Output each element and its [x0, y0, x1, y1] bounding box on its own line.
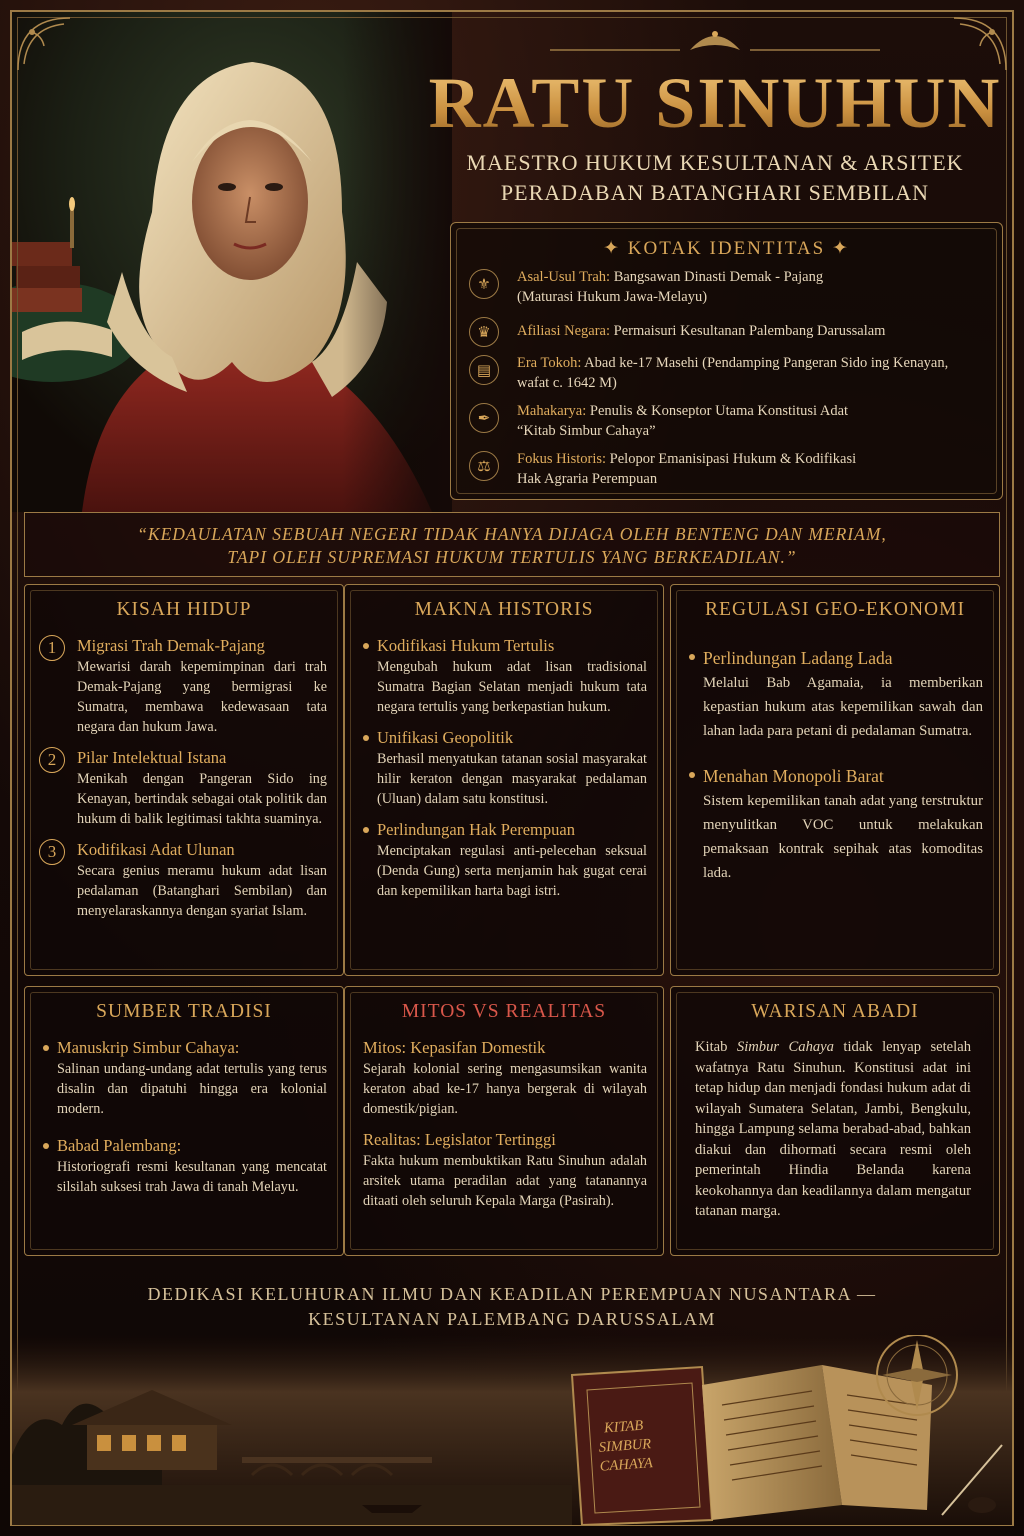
identity-box: [450, 222, 1003, 500]
identity-row: [469, 449, 989, 489]
identity-heading: ✦ KOTAK IDENTITAS ✦: [603, 238, 850, 259]
card-kisah-hidup: [24, 584, 344, 976]
identity-label: Era Tokoh:: [517, 355, 582, 371]
identity-label: Asal-Usul Trah:: [517, 269, 611, 285]
list-item: [363, 1129, 647, 1211]
bullet-icon: [689, 654, 695, 660]
number-badge: 1: [39, 635, 65, 661]
list-item: [363, 635, 647, 717]
identity-value: Penulis & Konseptor Utama Konstitusi Adat: [586, 403, 849, 419]
quote-box: [24, 512, 1000, 577]
item-text: Sistem kepemilikan tanah adat yang terstruktur menyulitkan VOC untuk melakukan pemaksaan kontrak sepihak atas komoditas lada.: [703, 793, 983, 881]
item-text: Secara genius meramu hukum adat lisan pedalaman (Batanghari Sembilan) dan menyelaraskannya dengan syariat Islam.: [77, 863, 327, 919]
identity-row: [469, 267, 989, 307]
book-icon: ▤: [469, 355, 499, 385]
item-text: Fakta hukum membuktikan Ratu Sinuhun adalah arsitek utama peradilan adat yang tatanannya ditaati oleh seluruh Kepala Marga (Pasirah).: [363, 1153, 647, 1209]
card-body: [363, 1037, 647, 1221]
list-item: [39, 747, 327, 829]
list-item: [689, 645, 983, 743]
card-makna-historis: [344, 584, 664, 976]
warisan-text-part: tidak lenyap setelah wafatnya Ratu Sinuhun. Konstitusi adat ini tetap hidup dan menjadi fondasi hukum adat di wilayah Sumatera Selatan, Jambi, Bengkulu, hingga Lampung selama berabad-abad, bahkan diakui dan dihormati secara resmi oleh pemerintah Hindia Belanda karena keokohannya dan keadilannya dalam mengatur tatanan marga.: [695, 1039, 971, 1219]
card-regulasi-geo-ekonomi: [670, 584, 1000, 976]
book-title-line: CAHAYA: [599, 1455, 654, 1475]
item-heading: Perlindungan Hak Perempuan: [377, 820, 575, 839]
bullet-icon: [363, 827, 369, 833]
list-item: [363, 727, 647, 809]
card-body: [363, 635, 647, 911]
scales-icon: ⚖: [469, 451, 499, 481]
identity-value: Pelopor Emanisipasi Hukum & Kodifikasi: [606, 451, 857, 467]
identity-label: Fokus Historis:: [517, 451, 607, 467]
bullet-icon: [689, 772, 695, 778]
identity-value: Permaisuri Kesultanan Palembang Darussalam: [610, 323, 886, 339]
bullet-icon: [43, 1143, 49, 1149]
footer-line: KESULTANAN PALEMBANG DARUSSALAM: [308, 1309, 716, 1329]
list-item: [363, 1037, 647, 1119]
fleur-de-lis-icon: ⚜: [469, 269, 499, 299]
item-heading: Perlindungan Ladang Lada: [703, 648, 893, 668]
item-heading: Manuskrip Simbur Cahaya:: [57, 1038, 240, 1057]
identity-label: Afiliasi Negara:: [517, 323, 611, 339]
identity-value: Hak Agraria Perempuan: [517, 471, 658, 487]
card-body: [43, 1037, 327, 1207]
quill-icon: ✒: [469, 403, 499, 433]
card-mitos-vs-realitas: [344, 986, 664, 1256]
card-title: MAKNA HISTORIS: [414, 599, 594, 620]
book-name: Simbur Cahaya: [736, 1039, 834, 1055]
identity-value: wafat c. 1642 M): [517, 375, 617, 391]
item-heading: Babad Palembang:: [57, 1136, 182, 1155]
list-item: [43, 1135, 327, 1197]
subtitle-line: PERADABAN BATANGHARI SEMBILAN: [500, 180, 930, 205]
bullet-icon: [363, 643, 369, 649]
item-text: Sejarah kolonial sering mengasumsikan wanita keraton abad ke-17 hanya bergerak di wilayah domestik/pigian.: [363, 1061, 647, 1117]
crown-icon: ♛: [469, 317, 499, 347]
list-item: [689, 763, 983, 885]
item-text: Historiografi resmi kesultanan yang mencatat silsilah suksesi trah Jawa di tanah Melayu.: [57, 1159, 327, 1195]
card-warisan-abadi: [670, 986, 1000, 1256]
corner-ornament-icon: [14, 14, 74, 74]
quote-line: TAPI OLEH SUPREMASI HUKUM TERTULIS YANG BERKEADILAN.”: [227, 547, 797, 567]
identity-row: [469, 401, 989, 441]
bullet-icon: [43, 1045, 49, 1051]
item-heading: Menahan Monopoli Barat: [703, 766, 884, 786]
card-title: REGULASI GEO-EKONOMI: [705, 599, 965, 620]
item-heading: Unifikasi Geopolitik: [377, 728, 514, 747]
item-heading: Kodifikasi Adat Ulunan: [77, 840, 235, 859]
title-ornament-icon: [540, 22, 890, 62]
identity-row: [469, 315, 989, 347]
item-heading: Pilar Intelektual Istana: [77, 748, 227, 767]
page-title: RATU SINUHUN: [420, 62, 1010, 145]
quote-text: [25, 523, 999, 569]
number-badge: 2: [39, 747, 65, 773]
list-item: [43, 1037, 327, 1119]
book-cover-title: [578, 1415, 672, 1478]
item-text: Berhasil menyatukan tatanan sosial masyarakat hilir keraton dengan masyarakat pedalaman (Uluan) dalam satu konstitusi.: [377, 751, 647, 807]
identity-label: Mahakarya:: [517, 403, 587, 419]
item-heading: Mitos: Kepasifan Domestik: [363, 1038, 546, 1057]
card-title: WARISAN ABADI: [751, 1001, 919, 1022]
card-body: [689, 645, 983, 895]
identity-value: (Maturasi Hukum Jawa-Melayu): [517, 289, 708, 305]
bullet-icon: [363, 735, 369, 741]
item-text: Melalui Bab Agamaia, ia memberikan kepastian hukum atas kepemilikan sawah dan lahan lada para petani di pedalaman Sumatra.: [703, 675, 983, 739]
identity-row: [469, 353, 989, 393]
item-heading: Kodifikasi Hukum Tertulis: [377, 636, 555, 655]
identity-value: Bangsawan Dinasti Demak - Pajang: [610, 269, 824, 285]
item-text: Salinan undang-undang adat tertulis yang terus disalin dan dipatuhi hingga era kolonial modern.: [57, 1061, 327, 1117]
item-heading: Migrasi Trah Demak-Pajang: [77, 636, 265, 655]
number-badge: 3: [39, 839, 65, 865]
card-sumber-tradisi: [24, 986, 344, 1256]
subtitle-line: MAESTRO HUKUM KESULTANAN & ARSITEK: [466, 150, 964, 175]
list-item: [39, 635, 327, 737]
item-heading: Realitas: Legislator Tertinggi: [363, 1130, 556, 1149]
item-text: Mewarisi darah kepemimpinan dari trah Demak-Pajang yang bermigrasi ke Sumatra, membawa kedewasaan tata negara dan hukum Jawa.: [77, 659, 327, 735]
card-title: KISAH HIDUP: [116, 599, 252, 620]
quote-line: “KEDAULATAN SEBUAH NEGERI TIDAK HANYA DIJAGA OLEH BENTENG DAN MERIAM,: [137, 524, 887, 544]
item-text: Menikah dengan Pangeran Sido ing Kenayan, bertindak sebagai otak politik dan hukum di balik legitimasi takhta suaminya.: [77, 771, 327, 827]
warisan-text: [695, 1037, 971, 1222]
footer-illustration: [12, 1335, 1012, 1525]
identity-value: “Kitab Simbur Cahaya”: [517, 423, 656, 439]
list-item: [363, 819, 647, 901]
page-subtitle: [430, 148, 1000, 208]
card-title: MITOS VS REALITAS: [401, 1001, 607, 1022]
item-text: Menciptakan regulasi anti-pelecehan seksual (Denda Gung) serta menjamin hak gugat cerai dan kepemilikan harta bagi istri.: [377, 843, 647, 899]
footer-line: DEDIKASI KELUHURAN ILMU DAN KEADILAN PEREMPUAN NUSANTARA —: [147, 1284, 877, 1304]
card-body: [39, 635, 327, 931]
card-title: SUMBER TRADISI: [96, 1001, 272, 1022]
warisan-text-part: Kitab: [695, 1039, 737, 1055]
identity-value: Abad ke-17 Masehi (Pendamping Pangeran Sido ing Kenayan,: [581, 355, 949, 371]
list-item: [39, 839, 327, 921]
item-text: Mengubah hukum adat lisan tradisional Sumatra Bagian Selatan menjadi hukum tata negara tertulis yang berkepastian hukum.: [377, 659, 647, 715]
book-title-line: KITAB: [603, 1417, 644, 1437]
footer-dedication: [0, 1282, 1024, 1332]
card-body: [695, 1037, 971, 1222]
book-title-line: SIMBUR: [598, 1436, 652, 1456]
